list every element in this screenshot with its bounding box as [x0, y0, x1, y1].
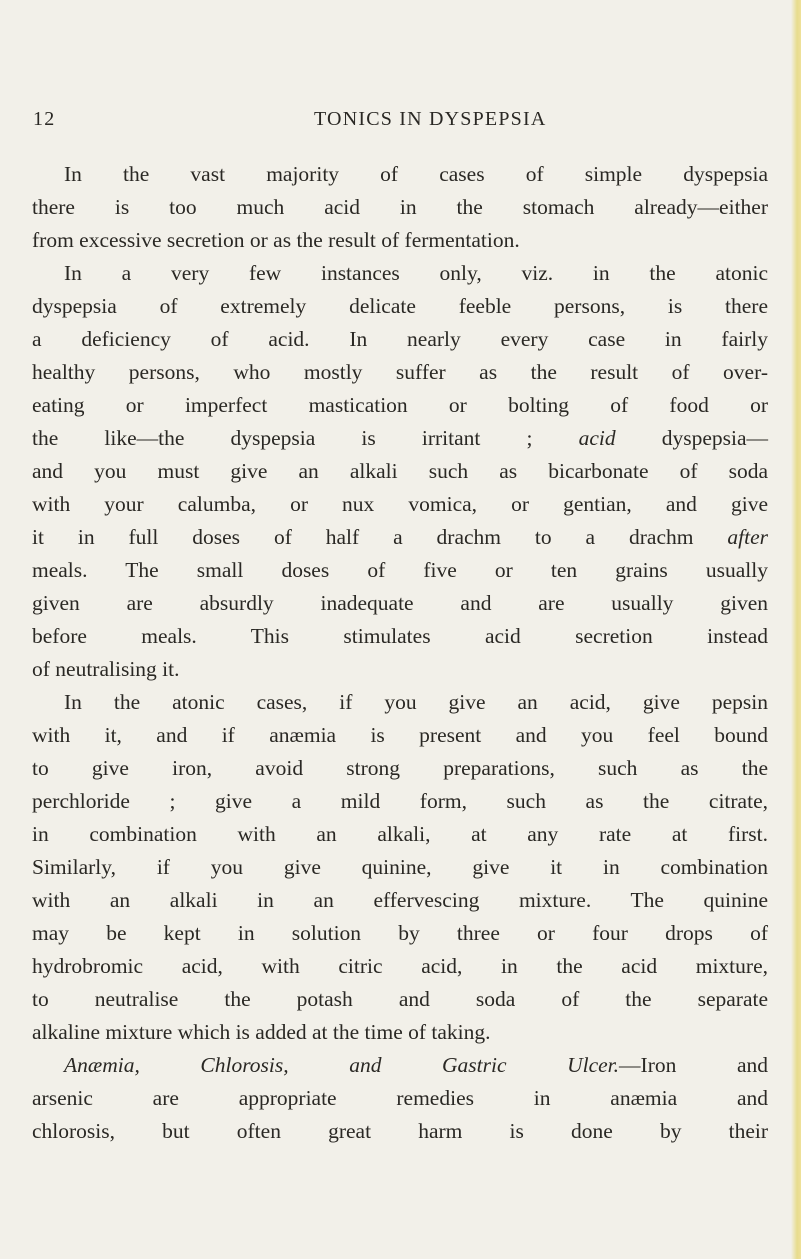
- text-line-main: eating or imperfect mastication or bolting of food or: [32, 393, 768, 417]
- text-line: [32, 323, 768, 356]
- text-line-main: meals. The small doses of five or ten grains usually: [32, 558, 768, 582]
- text-line: [32, 917, 768, 950]
- text-line: [32, 818, 768, 851]
- text-line: [32, 488, 768, 521]
- body-text: [32, 158, 768, 1148]
- text-line-main: hydrobromic acid, with citric acid, in the acid mixture,: [32, 954, 768, 978]
- text-line: [32, 983, 768, 1016]
- text-line-main: alkaline mixture which is added at the time of taking.: [32, 1020, 491, 1044]
- text-line: [32, 455, 768, 488]
- text-line: [32, 620, 768, 653]
- text-line-main: before meals. This stimulates acid secretion instead: [32, 624, 768, 648]
- text-line: [32, 1049, 768, 1082]
- text-line-main: to neutralise the potash and soda of the separate: [32, 987, 768, 1011]
- text-line: [32, 224, 768, 257]
- text-line-main: In the vast majority of cases of simple dyspepsia: [64, 162, 768, 186]
- text-line: [32, 950, 768, 983]
- text-line: [32, 290, 768, 323]
- text-line: [32, 686, 768, 719]
- text-line-main: perchloride ; give a mild form, such as the citrate,: [32, 789, 768, 813]
- text-line-after: —Iron and: [619, 1053, 768, 1077]
- text-line-main: the like—the dyspepsia is irritant ;: [32, 426, 579, 450]
- text-line: [32, 1082, 768, 1115]
- text-line-italic: acid: [578, 426, 616, 450]
- text-line-italic: Anæmia, Chlorosis, and Gastric Ulcer.: [64, 1053, 620, 1077]
- text-line-after: dyspepsia—: [615, 426, 768, 450]
- text-line: [32, 851, 768, 884]
- text-line-main: arsenic are appropriate remedies in anæmia and: [32, 1086, 768, 1110]
- text-line: [32, 1016, 768, 1049]
- text-line-main: given are absurdly inadequate and are usually given: [32, 591, 768, 615]
- page-header: [33, 108, 758, 138]
- text-line: [32, 257, 768, 290]
- text-line-main: and you must give an alkali such as bicarbonate of soda: [32, 459, 768, 483]
- text-line-main: from excessive secretion or as the result of fermentation.: [32, 228, 520, 252]
- text-line-main: with your calumba, or nux vomica, or gentian, and give: [32, 492, 768, 516]
- page-number: 12: [33, 108, 56, 130]
- text-line: [32, 719, 768, 752]
- text-line-main: with an alkali in an effervescing mixture. The quinine: [32, 888, 768, 912]
- running-head: TONICS IN DYSPEPSIA: [314, 108, 547, 130]
- text-line: [32, 587, 768, 620]
- text-line-main: healthy persons, who mostly suffer as the result of over-: [32, 360, 768, 384]
- text-line-main: dyspepsia of extremely delicate feeble persons, is there: [32, 294, 768, 318]
- text-line: [32, 389, 768, 422]
- text-line-main: to give iron, avoid strong preparations, such as the: [32, 756, 768, 780]
- text-line: [32, 422, 768, 455]
- text-line-main: of neutralising it.: [32, 657, 180, 681]
- page-edge: [791, 0, 801, 1259]
- text-line: [32, 785, 768, 818]
- text-line-main: in combination with an alkali, at any rate at first.: [32, 822, 768, 846]
- text-line-main: with it, and if anæmia is present and you feel bound: [32, 723, 768, 747]
- text-line-main: may be kept in solution by three or four drops of: [32, 921, 768, 945]
- text-line: [32, 1115, 768, 1148]
- text-line: [32, 653, 768, 686]
- text-line: [32, 191, 768, 224]
- text-line-main: In a very few instances only, viz. in the atonic: [64, 261, 768, 285]
- text-line: [32, 356, 768, 389]
- text-line-italic: after: [727, 525, 768, 549]
- text-line: [32, 158, 768, 191]
- text-line-main: there is too much acid in the stomach already—either: [32, 195, 768, 219]
- text-line-main: In the atonic cases, if you give an acid, give pepsin: [64, 690, 768, 714]
- text-line-main: it in full doses of half a drachm to a drachm: [32, 525, 728, 549]
- text-line: [32, 554, 768, 587]
- text-line-main: chlorosis, but often great harm is done by their: [32, 1119, 768, 1143]
- text-line-main: Similarly, if you give quinine, give it in combination: [32, 855, 768, 879]
- text-line-main: a deficiency of acid. In nearly every case in fairly: [32, 327, 768, 351]
- text-line: [32, 752, 768, 785]
- text-line: [32, 521, 768, 554]
- text-line: [32, 884, 768, 917]
